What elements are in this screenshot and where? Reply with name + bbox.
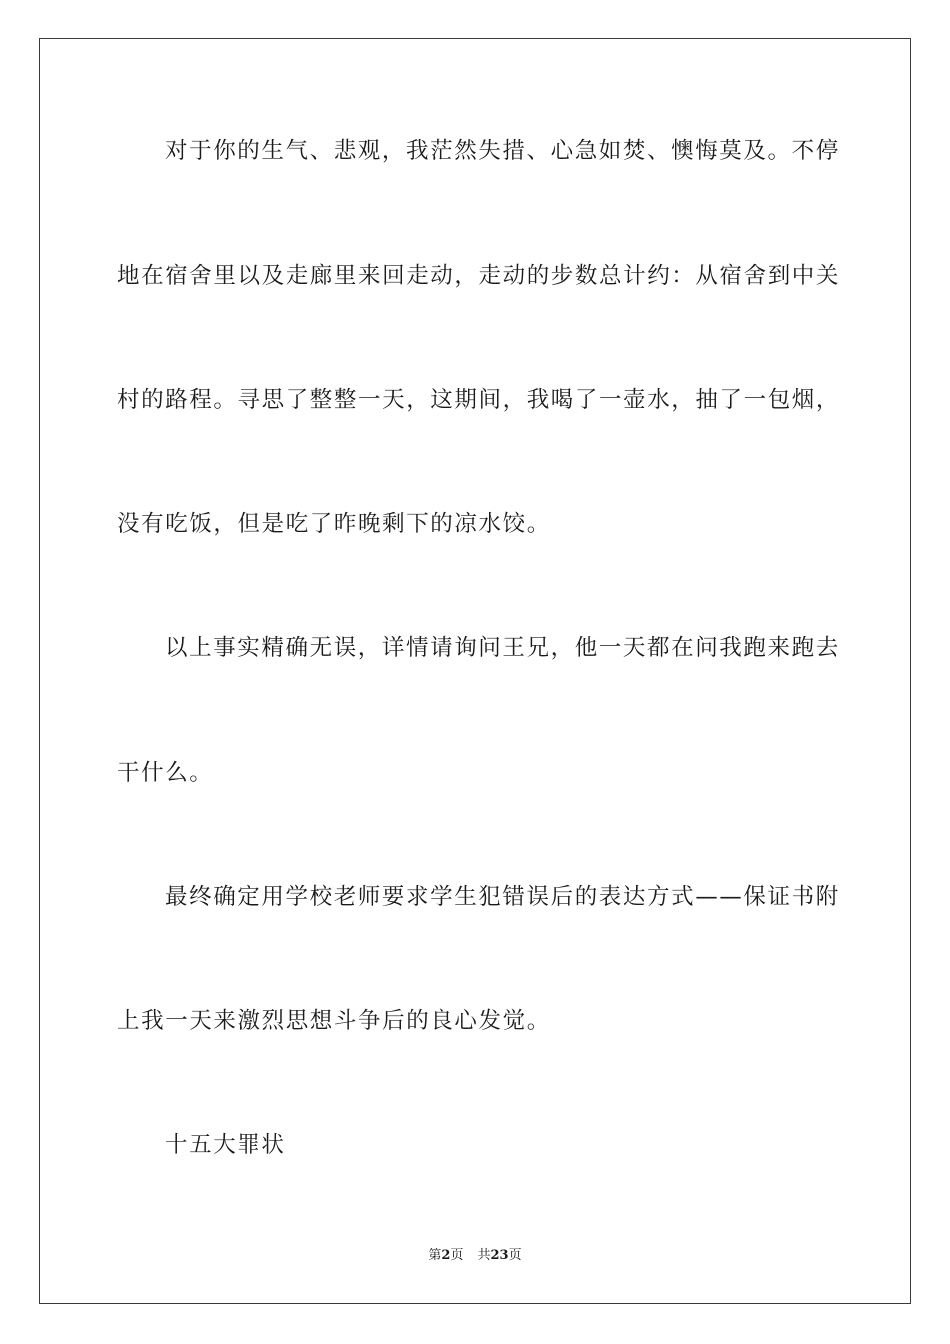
page-footer — [0, 1247, 950, 1265]
paragraph-line: 干什么。 — [117, 760, 214, 786]
footer-page-suffix: 页 — [450, 1248, 464, 1263]
footer-total-prefix: 共 — [477, 1248, 491, 1263]
paragraph-line: 没有吃饭，但是吃了昨晚剩下的凉水饺。 — [117, 511, 551, 537]
paragraph-line: 对于你的生气、悲观，我茫然失措、心急如焚、懊悔莫及。不停 — [165, 138, 840, 164]
paragraph-line: 地在宿舍里以及走廊里来回走动，走动的步数总计约：从宿舍到中关 — [117, 263, 841, 289]
footer-total-pages: 23 — [490, 1248, 509, 1263]
footer-page-prefix: 第 — [428, 1248, 442, 1263]
footer-total-suffix: 页 — [508, 1248, 522, 1263]
page-border — [39, 38, 911, 1304]
paragraph-line: 最终确定用学校老师要求学生犯错误后的表达方式——保证书附 — [165, 884, 840, 910]
footer-page-number: 2 — [441, 1248, 451, 1263]
paragraph-line: 村的路程。寻思了整整一天，这期间，我喝了一壶水，抽了一包烟， — [117, 387, 841, 413]
section-heading: 十五大罪状 — [165, 1132, 286, 1158]
paragraph-line: 以上事实精确无误，详情请询问王兄，他一天都在问我跑来跑去 — [165, 635, 840, 661]
paragraph-line: 上我一天来激烈思想斗争后的良心发觉。 — [117, 1008, 551, 1034]
